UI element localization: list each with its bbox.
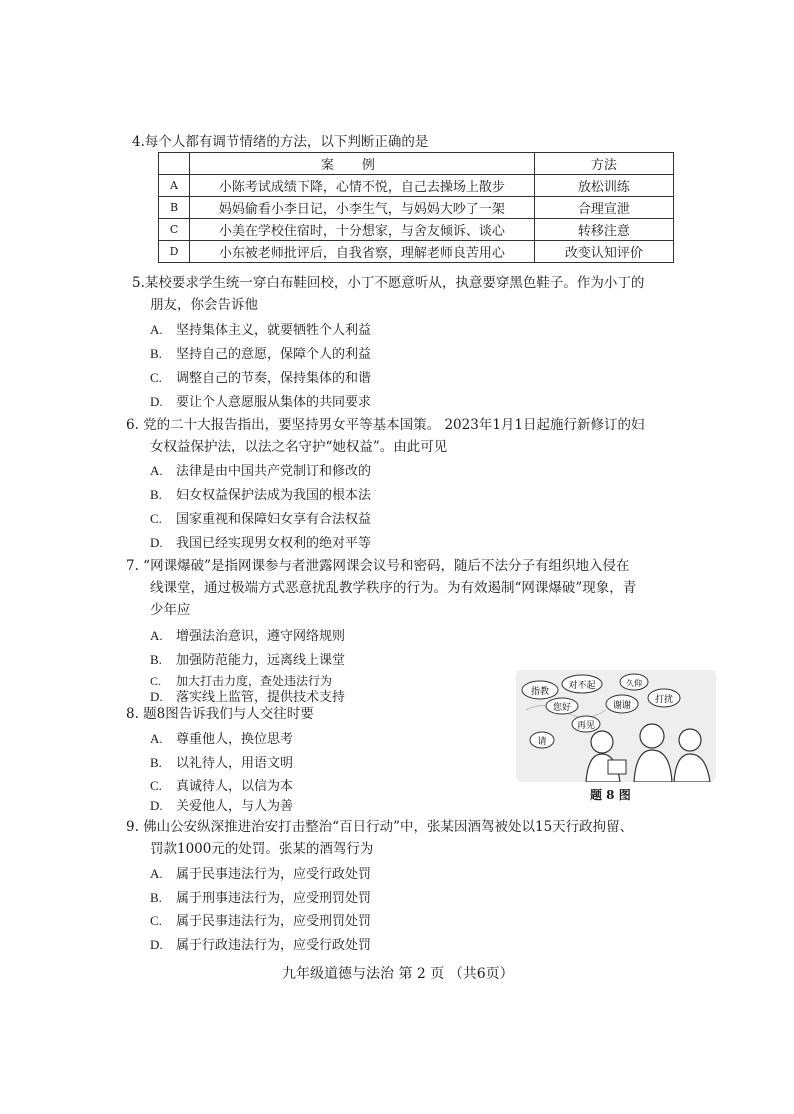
q8-option-c	[150, 777, 293, 795]
q6-option-a	[150, 462, 371, 480]
q7-option-b	[150, 651, 345, 669]
option-letter: B.	[150, 755, 162, 770]
option-text: 尊重他人，换位思考	[176, 732, 294, 747]
table-row	[159, 197, 674, 219]
bubble-text: 谢谢	[612, 701, 632, 711]
option-letter: D.	[150, 937, 163, 952]
bubble-text: 打扰	[654, 695, 674, 705]
q4-row-letter: D	[159, 241, 190, 263]
option-letter: A.	[150, 866, 163, 881]
q9-option-b	[150, 889, 371, 907]
option-text: 调整自己的节奏，保持集体的和谐	[176, 371, 372, 386]
option-letter: D.	[150, 535, 163, 550]
speech-bubble	[562, 675, 602, 693]
q7-option-a	[150, 627, 345, 645]
q4-table	[158, 152, 674, 263]
q6-stem-line1: 6. 党的二十大报告指出，要坚持男女平等基本国策。 2023年1月1日起施行新修订的妇	[126, 417, 645, 433]
q4-row-method: 改变认知评价	[534, 241, 673, 263]
option-text: 关爱他人，与人为善	[176, 799, 294, 814]
q6-option-b	[150, 486, 371, 504]
option-text: 妇女权益保护法成为我国的根本法	[176, 488, 372, 503]
option-text: 法律是由中国共产党制订和修改的	[176, 464, 372, 479]
bubble-text: 您好	[552, 703, 572, 713]
cartoon-illustration	[516, 670, 716, 782]
option-letter: A.	[150, 463, 163, 478]
q5-option-b	[150, 345, 371, 363]
q7-option-d	[150, 688, 345, 706]
option-letter: B.	[150, 890, 162, 905]
table-row	[159, 241, 674, 263]
option-text: 属于刑事违法行为，应受刑罚处罚	[176, 891, 372, 906]
q4-row-letter: A	[159, 175, 190, 197]
option-text: 国家重视和保障妇女享有合法权益	[176, 512, 372, 527]
q4-header-blank	[159, 153, 190, 175]
option-text: 落实线上监管，提供技术支持	[176, 690, 346, 705]
q4-row-method: 放松训练	[534, 175, 673, 197]
q4-header-case: 案例	[190, 153, 535, 175]
option-text: 要让个人意愿服从集体的共同要求	[176, 395, 372, 410]
option-text: 我国已经实现男女权利的绝对平等	[176, 536, 372, 551]
q9-stem-line1: 9. 佛山公安纵深推进治安打击整治“百日行动”中，张某因酒驾被处以15天行政拘留、	[126, 819, 634, 835]
option-letter: A.	[150, 731, 163, 746]
table-row	[159, 175, 674, 197]
q5-option-d	[150, 393, 371, 411]
q4-row-case: 妈妈偷看小李日记，小李生气，与妈妈大吵了一架	[190, 197, 535, 219]
q7-stem-line2: 线课堂，通过极端方式恶意扰乱教学秩序的行为。为有效遏制“网课爆破”现象，青	[150, 580, 637, 596]
speech-bubble	[572, 716, 600, 732]
option-letter: D.	[150, 798, 163, 813]
q8-option-b	[150, 754, 293, 772]
speech-bubble	[522, 681, 558, 699]
option-text: 坚持集体主义，就要牺牲个人利益	[176, 323, 372, 338]
option-letter: A.	[150, 322, 163, 337]
q5-option-c	[150, 369, 371, 387]
speech-bubble	[648, 689, 680, 707]
option-letter: B.	[150, 652, 162, 667]
q9-option-d	[150, 936, 371, 954]
table-row	[159, 219, 674, 241]
q9-option-a	[150, 865, 371, 883]
option-letter: D.	[150, 394, 163, 409]
q7-stem-line3: 少年应	[150, 602, 191, 618]
q5-stem-line1: 5.某校要求学生统一穿白布鞋回校，小丁不愿意听从，执意要穿黑色鞋子。作为小丁的	[132, 275, 645, 291]
q6-option-c	[150, 510, 371, 528]
option-text: 加大打击力度，查处违法行为	[176, 674, 333, 688]
q7-stem-line1: 7. “网课爆破”是指网课参与者泄露网课会议号和密码，随后不法分子有组织地入侵在	[126, 558, 630, 574]
bubble-text: 久仰	[626, 679, 642, 688]
q8-option-a	[150, 730, 293, 748]
q8-cartoon-figure	[516, 670, 716, 782]
option-letter: C.	[150, 674, 162, 688]
bubble-text: 对不起	[568, 681, 596, 691]
option-letter: C.	[150, 778, 162, 793]
speech-bubble	[606, 695, 638, 713]
option-text: 真诚待人，以信为本	[176, 779, 294, 794]
speech-bubble	[546, 698, 578, 714]
q8-option-d	[150, 797, 293, 815]
q5-option-a	[150, 321, 371, 339]
q4-row-letter: C	[159, 219, 190, 241]
option-letter: A.	[150, 628, 163, 643]
q4-row-case: 小陈考试成绩下降，心情不悦，自己去操场上散步	[190, 175, 535, 197]
option-text: 加强防范能力，远离线上课堂	[176, 653, 346, 668]
bubble-text: 指教	[530, 687, 550, 697]
q4-row-case: 小美在学校住宿时，十分想家，与舍友倾诉、谈心	[190, 219, 535, 241]
option-letter: C.	[150, 370, 162, 385]
option-text: 属于民事违法行为，应受行政处罚	[176, 867, 372, 882]
q9-stem-line2: 罚款1000元的处罚。张某的酒驾行为	[150, 841, 374, 857]
q6-stem-line2: 女权益保护法，以法之名守护“她权益”。由此可见	[150, 439, 448, 455]
q4-stem: 4.每个人都有调节情绪的方法，以下判断正确的是	[132, 134, 429, 150]
q8-stem: 8. 题8图告诉我们与人交往时要	[126, 706, 314, 722]
q4-header-method: 方法	[534, 153, 673, 175]
speech-bubble	[620, 674, 648, 690]
q6-option-d	[150, 534, 371, 552]
q4-row-method: 转移注意	[534, 219, 673, 241]
option-text: 坚持自己的意愿，保障个人的利益	[176, 347, 372, 362]
option-letter: C.	[150, 913, 162, 928]
speech-bubble	[530, 732, 554, 748]
q5-stem-line2: 朋友，你会告诉他	[150, 297, 258, 313]
option-letter: B.	[150, 487, 162, 502]
q9-option-c	[150, 912, 371, 930]
q4-row-method: 合理宣泄	[534, 197, 673, 219]
option-text: 属于行政违法行为，应受行政处罚	[176, 938, 372, 953]
option-letter: C.	[150, 511, 162, 526]
option-text: 属于民事违法行为，应受刑罚处罚	[176, 914, 372, 929]
q4-table-header	[159, 153, 674, 175]
page-footer: 九年级道德与法治 第 2 页 （共6页）	[282, 966, 514, 982]
option-text: 增强法治意识，遵守网络规则	[176, 629, 346, 644]
option-text: 以礼待人，用语文明	[176, 756, 294, 771]
option-letter: D.	[150, 689, 163, 704]
option-letter: B.	[150, 346, 162, 361]
bubble-text: 再见	[576, 721, 596, 731]
q4-row-case: 小东被老师批评后，自我省察，理解老师良苦用心	[190, 241, 535, 263]
q8-figure-caption: 题 8 图	[590, 788, 631, 802]
q4-row-letter: B	[159, 197, 190, 219]
bubble-text: 请	[537, 737, 547, 747]
